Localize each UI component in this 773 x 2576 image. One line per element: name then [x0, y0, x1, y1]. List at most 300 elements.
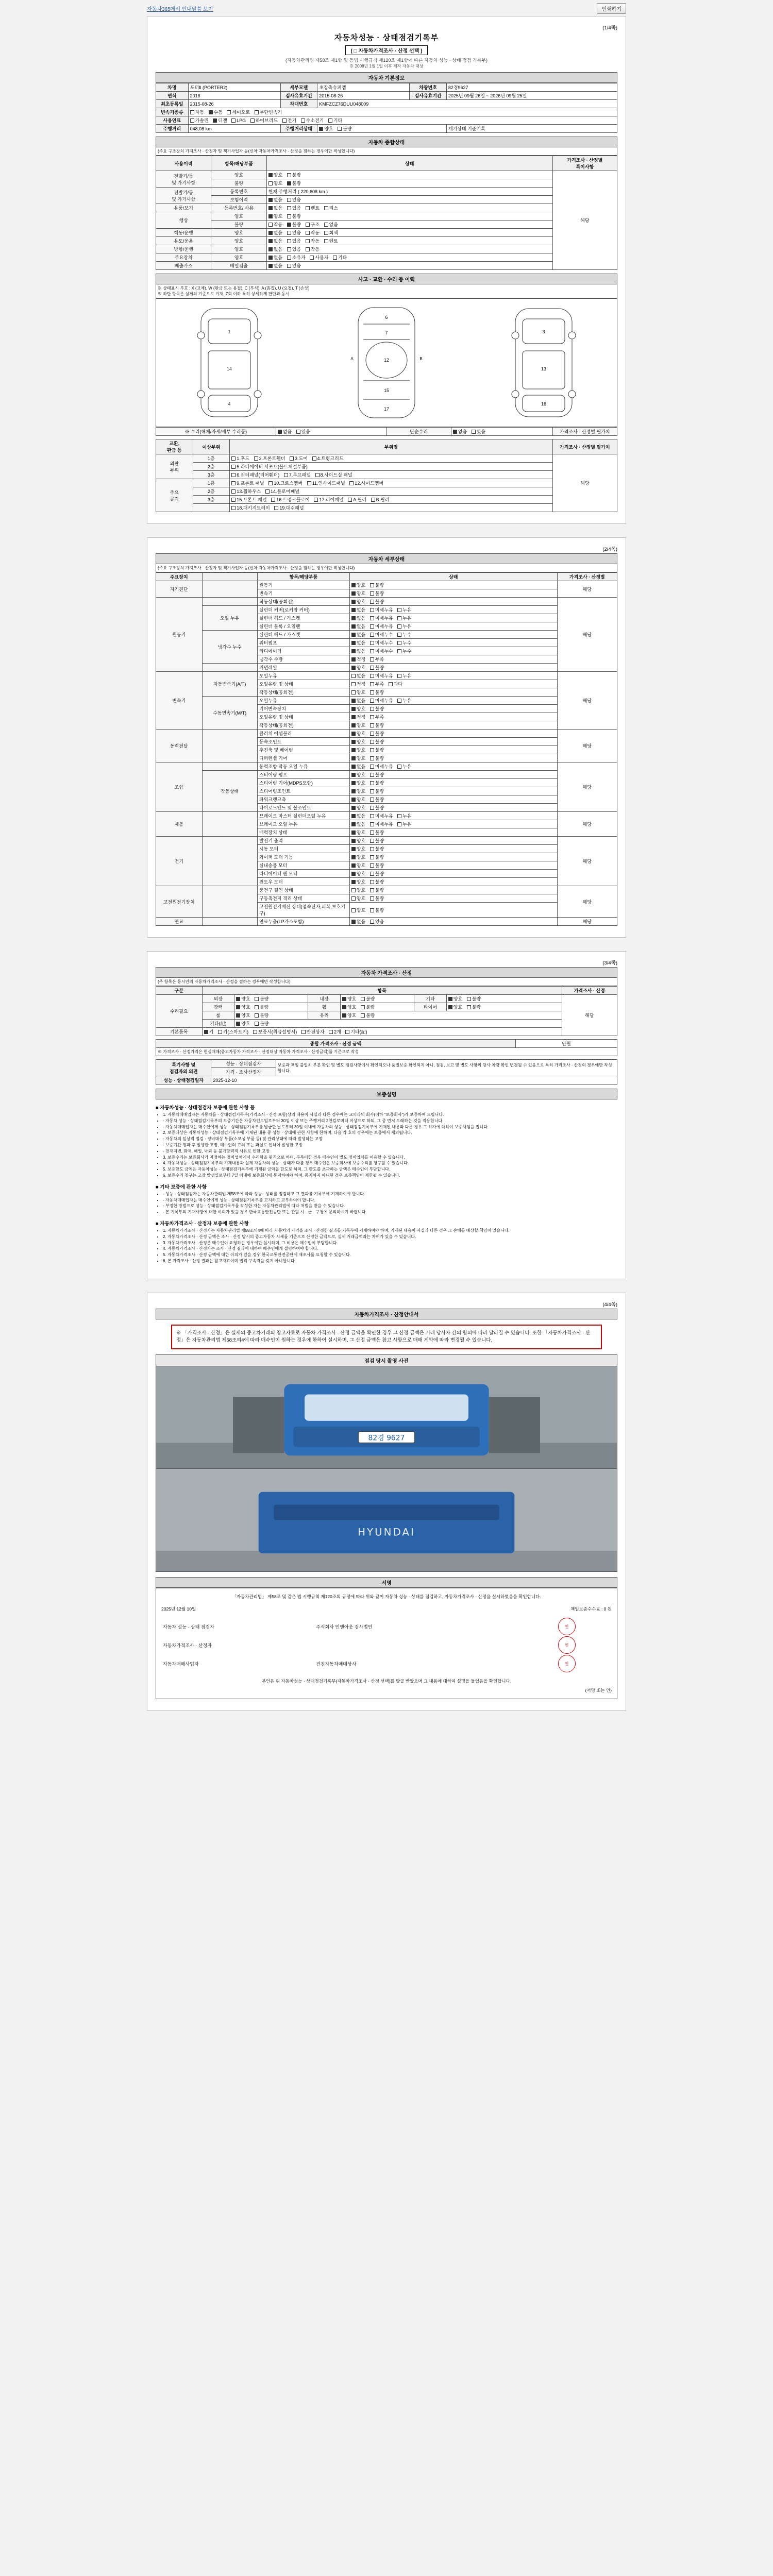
opt-main-3[interactable]: 사용자 — [310, 254, 328, 261]
print-button[interactable]: 인쇄하기 — [597, 3, 626, 14]
row-label-engine-record: 전발기/등 및 가기사항 — [156, 171, 211, 188]
opt-el1-good[interactable]: 양호 — [351, 837, 365, 844]
opt-st5-bad[interactable]: 불량 — [370, 796, 384, 803]
opt-fu1-none[interactable]: 없음 — [351, 918, 365, 925]
opt-good-1[interactable]: 양호 — [268, 172, 282, 178]
opt-main-2[interactable]: 소유자 — [287, 254, 306, 261]
photo-front-image — [156, 1366, 617, 1468]
opt-s4[interactable]: 4.트렁크리드 — [312, 455, 344, 462]
structure-rank-2: 2층 — [193, 463, 230, 471]
opt-mt4-bad[interactable]: 불량 — [370, 722, 384, 728]
opt-etc-bad[interactable]: 불량 — [467, 995, 481, 1002]
opt-usage-4[interactable]: 리스 — [324, 205, 338, 211]
opt-main-4[interactable]: 기타 — [333, 254, 347, 261]
structure-items-3 — [230, 471, 553, 479]
item-cool-2: 워터펌프 — [257, 639, 349, 647]
opt-pol-good[interactable]: 양호 — [236, 1004, 250, 1010]
opt-dir-3[interactable]: 작동 — [306, 246, 320, 252]
opt-use-2[interactable]: 있음 — [287, 238, 301, 244]
state-br-2 — [349, 820, 557, 828]
svg-text:1: 1 — [228, 329, 231, 334]
state-at-3 — [349, 688, 557, 697]
opt-ti-bad[interactable]: 불량 — [467, 1004, 481, 1010]
item-el-1: 발전기 출력 — [257, 837, 349, 845]
state-cool-3 — [349, 647, 557, 655]
opt-fuel-diesel[interactable]: 디젤 — [213, 117, 227, 124]
photo-front — [156, 1366, 617, 1469]
opt-fuel-lpg[interactable]: LPG — [231, 118, 246, 123]
opt-br3-bad[interactable]: 불량 — [370, 829, 384, 836]
opt-c1-leak[interactable]: 누수 — [397, 631, 411, 638]
opt-sb[interactable]: B.필러 — [371, 496, 390, 503]
basic-info-table: 차명 포터Ⅱ (PORTER2) 세부모델 초장축슈퍼캡 차량번호 82경9627 연식 2016 검사유효기간 2015-08-26 검사유효기간 2025년 09월 26일 ~ 2026년 09월 25일 최초등록일 2015-08-26 차대번호 KMFZCZ76DUU048009 변속기종류 자동 수동 세미오토 무단변속기 사용연료 가솔린 디젤 LPG 하이브리드 전기 수소전기 기타 주행거리 048,08 km 주행거리상태 양호 불량 계기상태 기준기록 — [156, 83, 617, 133]
opt-bi-3[interactable]: 안전상자 — [301, 1028, 325, 1035]
group-steering: 조향 — [156, 762, 203, 812]
opt-st4-bad[interactable]: 불량 — [370, 788, 384, 794]
opt-mt3-ok[interactable]: 적정 — [351, 714, 365, 720]
opt-c2-none[interactable]: 없음 — [351, 639, 365, 646]
opt-pt4-bad[interactable]: 불량 — [370, 755, 384, 761]
opt-wh-bad[interactable]: 불량 — [361, 1004, 375, 1010]
opt-pt1-good[interactable]: 양호 — [351, 730, 365, 737]
opt-s17[interactable]: 17.리어패널 — [314, 496, 343, 503]
section-price-eval: 자동차 가격조사 · 산정 — [156, 967, 617, 978]
opt-shape-6[interactable]: 없음 — [324, 221, 338, 228]
opt-hv1-good[interactable]: 양호 — [351, 887, 365, 893]
opt-s14[interactable]: 14.플로어패널 — [265, 488, 299, 495]
opt-shape-3[interactable]: 작동 — [268, 221, 282, 228]
detail-col-right: 가격조사 · 산정별 — [557, 573, 617, 581]
item-br-3: 배력장치 상태 — [257, 828, 349, 837]
item-el-6: 윈도우 모터 — [257, 878, 349, 886]
opt-gl-bad[interactable]: 불량 — [361, 1012, 375, 1019]
opt-c3-none[interactable]: 없음 — [351, 648, 365, 654]
opt-drive-2[interactable]: 있음 — [287, 229, 301, 236]
opt-el4-good[interactable]: 양호 — [351, 862, 365, 869]
opt-ins-have[interactable]: 있음 — [287, 196, 301, 203]
opt-o1-micro[interactable]: 미세누유 — [370, 606, 393, 613]
opt-st2-bad[interactable]: 불량 — [370, 771, 384, 778]
opt-ei-good[interactable]: 양호 — [351, 598, 365, 605]
item-mt-3: 오일유량 및 상태 — [257, 713, 349, 721]
opt-st6-good[interactable]: 양호 — [351, 804, 365, 811]
repair-summary-table — [156, 427, 617, 436]
svg-text:B: B — [419, 357, 423, 361]
opt-fuel-gasoline[interactable]: 가솔린 — [190, 117, 209, 124]
opt-hv2-good[interactable]: 양호 — [351, 895, 365, 902]
opt-ed-bad[interactable]: 불량 — [370, 582, 384, 588]
opt-td-good[interactable]: 양호 — [351, 590, 365, 597]
opt-mt3-low[interactable]: 부족 — [370, 714, 384, 720]
opt-bad-1[interactable]: 불량 — [287, 172, 301, 178]
structure-table — [156, 439, 617, 512]
car-diagram-top-view — [327, 303, 446, 422]
opt-good-2[interactable]: 양호 — [268, 180, 282, 187]
opt-shape-2[interactable]: 불량 — [287, 213, 301, 219]
special-label: 특기사항 및 점검자의 의견 — [156, 1060, 211, 1076]
opt-repair-none[interactable]: 없음 — [278, 428, 292, 435]
opt-sa[interactable]: A.필러 — [348, 496, 366, 503]
opt-c1-none[interactable]: 없음 — [351, 631, 365, 638]
opt-at1-none[interactable]: 없음 — [351, 672, 365, 679]
opt-o3-none[interactable]: 없음 — [351, 623, 365, 630]
opt-at1-micro[interactable]: 미세누유 — [370, 672, 393, 679]
opt-wh-good[interactable]: 양호 — [342, 1004, 356, 1010]
price-glass-state — [340, 1011, 562, 1020]
row-item-usage: 등록번호/ 사용 — [211, 204, 266, 212]
opt-cr-good[interactable]: 양호 — [351, 664, 365, 671]
opt-fuel-hybrid[interactable]: 하이브리드 — [250, 117, 278, 124]
opt-shape-4[interactable]: 불량 — [287, 221, 301, 228]
opt-pt1-bad[interactable]: 불량 — [370, 730, 384, 737]
opt-el1-bad[interactable]: 불량 — [370, 837, 384, 844]
price-ext-state — [234, 995, 308, 1003]
opt-mt2-bad[interactable]: 불량 — [370, 705, 384, 712]
rule-2-3: • - 본 기록부의 기재사항에 대한 이의가 있을 경우 한국교통안전공단 또는 관할 시 · 군 · 구청에 문의하시기 바랍니다. — [163, 1210, 617, 1215]
opt-auto[interactable]: 자동 — [190, 109, 204, 115]
opt-s13[interactable]: 13.휠하우스 — [231, 488, 261, 495]
opt-mt1-micro[interactable]: 미세누유 — [370, 697, 393, 704]
opt-at3-bad[interactable]: 불량 — [370, 689, 384, 696]
opt-el3-good[interactable]: 양호 — [351, 854, 365, 860]
opt-dir-2[interactable]: 있음 — [287, 246, 301, 252]
opt-manual[interactable]: 수동 — [209, 109, 223, 115]
opt-c4-low[interactable]: 부족 — [370, 656, 384, 663]
opt-bi-1[interactable]: 키(스마트키) — [218, 1028, 248, 1035]
opt-bi-2[interactable]: 보증서(취급설명서) — [253, 1028, 297, 1035]
opt-s6[interactable]: 6.쿼터패널(리어휀더) — [231, 471, 279, 478]
state-oil-3 — [349, 622, 557, 631]
guarantee-list-2 — [156, 1192, 617, 1215]
right-transmission: 해당 — [557, 672, 617, 730]
opt-o2-micro[interactable]: 미세누유 — [370, 615, 393, 621]
col-estimate: 가격조사 · 산정별 특이사항 — [552, 156, 617, 171]
opt-br2-leak[interactable]: 누유 — [397, 821, 411, 827]
sign-row-0-left: 자동차 성능 · 상태 점검자 — [163, 1624, 214, 1630]
opt-fuel-etc[interactable]: 기타 — [328, 117, 342, 124]
opt-pt2-good[interactable]: 양호 — [351, 738, 365, 745]
opt-c2-micro[interactable]: 미세누수 — [370, 639, 393, 646]
opt-rm-bad[interactable]: 불량 — [255, 1012, 268, 1019]
opt-c4-ok[interactable]: 적정 — [351, 656, 365, 663]
opt-semiauto[interactable]: 세미오토 — [227, 109, 250, 115]
item-mt-4: 작동상태(공회전) — [257, 721, 349, 730]
group-self-diagnosis: 자기진단 — [156, 581, 203, 598]
row-label-shape: 행상 — [156, 212, 211, 229]
item-st-1: 동력조향 작동 오일 누유 — [257, 762, 349, 771]
price-room-label: 룸 — [202, 1011, 234, 1020]
opt-s8[interactable]: 8.사이드실 패널 — [315, 471, 352, 478]
opt-br2-micro[interactable]: 미세누유 — [370, 821, 393, 827]
opt-br2-none[interactable]: 없음 — [351, 821, 365, 827]
structure-col-4: 가격조사 · 산정별 필가치 — [552, 439, 617, 454]
structure-items-4 — [230, 479, 553, 487]
opt-s18[interactable]: 18.패키지트레이 — [231, 504, 270, 511]
item-trans-diag: 변속기 — [257, 589, 349, 598]
opt-o3-micro[interactable]: 미세누유 — [370, 623, 393, 630]
opt-st1-micro[interactable]: 미세누유 — [370, 763, 393, 770]
opt-at2-over[interactable]: 과다 — [389, 681, 402, 687]
opt-st6-bad[interactable]: 불량 — [370, 804, 384, 811]
label-fuel: 사용연료 — [156, 116, 189, 125]
signature-fee: 책임보증수수료 : 0 원 — [570, 1606, 612, 1612]
page-2-number: (2/4쪽) — [602, 547, 617, 552]
opt-fuel-hydrogen[interactable]: 수소전기 — [301, 117, 324, 124]
opt-cr-bad[interactable]: 불량 — [370, 664, 384, 671]
row-state-dir — [266, 245, 552, 253]
special-notes-table — [156, 1059, 617, 1084]
opt-el5-bad[interactable]: 불량 — [370, 870, 384, 877]
opt-at2-ok[interactable]: 적정 — [351, 681, 365, 687]
sub-coolant: 냉각수 누수 — [202, 631, 257, 664]
opt-s12[interactable]: 12.사이드멤버 — [349, 480, 383, 486]
opt-simple-yes[interactable]: 있음 — [472, 428, 485, 435]
sub-engine-idle — [202, 598, 257, 606]
state-pt-3 — [349, 746, 557, 754]
state-trans-diag — [349, 589, 557, 598]
opt-st5-good[interactable]: 양호 — [351, 796, 365, 803]
opt-cvt[interactable]: 무단변속기 — [255, 109, 282, 115]
opt-ext-bad[interactable]: 불량 — [255, 995, 268, 1002]
opt-ext-good[interactable]: 양호 — [236, 995, 250, 1002]
opt-s15[interactable]: 15.프론트 패널 — [231, 496, 266, 503]
opt-emi-1[interactable]: 없음 — [268, 262, 282, 269]
opt-bi-0[interactable]: 키 — [204, 1028, 214, 1035]
opt-drive-4[interactable]: 회색 — [324, 229, 338, 236]
opt-simple-none[interactable]: 없음 — [453, 428, 467, 435]
signature-title: 서명 — [156, 1577, 617, 1588]
opt-shape-5[interactable]: 구조 — [306, 221, 320, 228]
opt-st1-none[interactable]: 없음 — [351, 763, 365, 770]
opt-mt1-leak[interactable]: 누유 — [397, 697, 411, 704]
opt-c1-micro[interactable]: 미세누수 — [370, 631, 393, 638]
opt-pt3-bad[interactable]: 불량 — [370, 747, 384, 753]
opt-use-1[interactable]: 없음 — [268, 238, 282, 244]
opt-repair-yes[interactable]: 있음 — [296, 428, 310, 435]
seal-0: 인 — [558, 1618, 576, 1635]
structure-items-7 — [230, 504, 553, 512]
state-br-3 — [349, 828, 557, 837]
opt-br3-good[interactable]: 양호 — [351, 829, 365, 836]
opt-st4-good[interactable]: 양호 — [351, 788, 365, 794]
price-guide-title: 자동차가격조사 · 산정안내서 — [156, 1309, 617, 1319]
opt-mt2-good[interactable]: 양호 — [351, 705, 365, 712]
opt-hv1-bad[interactable]: 불량 — [370, 887, 384, 893]
opt-hv2-bad[interactable]: 불량 — [370, 895, 384, 902]
row-item-shape-2: 불량 — [211, 221, 266, 229]
opt-ei-bad[interactable]: 불량 — [370, 598, 384, 605]
sub-commonrail — [202, 664, 257, 672]
opt-el6-bad[interactable]: 불량 — [370, 878, 384, 885]
cell-first-reg: 2015-08-26 — [317, 92, 410, 100]
opt-s2[interactable]: 2.프론트휀더 — [254, 455, 285, 462]
structure-estimate: 해당 — [552, 454, 617, 512]
sub-oil-leak: 오일 누유 — [202, 606, 257, 631]
opt-ins-none[interactable]: 없음 — [268, 196, 282, 203]
opt-st1-leak[interactable]: 누유 — [397, 763, 411, 770]
opt-at3-good[interactable]: 양호 — [351, 689, 365, 696]
opt-bi-5[interactable]: 기타(記) — [345, 1028, 367, 1035]
svg-text:3: 3 — [542, 329, 545, 334]
opt-emi-2[interactable]: 있음 — [287, 262, 301, 269]
opt-pt2-bad[interactable]: 불량 — [370, 738, 384, 745]
opt-mileage-normal[interactable]: 양호 — [319, 125, 333, 132]
item-pt-4: 디퍼렌셜 기어 — [257, 754, 349, 762]
structure-group-outer: 외판 부위 — [156, 454, 193, 479]
opt-s19[interactable]: 19.대쉬패널 — [274, 504, 304, 511]
row-item-emission: 배열검출 — [211, 262, 266, 270]
guarantee-list-1 — [156, 1112, 617, 1179]
row-item-shape-1: 양호 — [211, 212, 266, 221]
state-el-4 — [349, 861, 557, 870]
state-el-1 — [349, 837, 557, 845]
opt-el5-good[interactable]: 양호 — [351, 870, 365, 877]
rule-1-8: • 4. 자동차성능 · 상태점검기록부의 기재내용과 실제 자동차의 성능 · 상태가 다를 경우 매수인은 보증회사에 보증수리를 청구할 수 있습니다. — [163, 1161, 617, 1166]
opt-pt4-good[interactable]: 양호 — [351, 755, 365, 761]
item-pt-3: 추진축 및 베어링 — [257, 746, 349, 754]
opt-mt4-good[interactable]: 양호 — [351, 722, 365, 728]
opt-c3-micro[interactable]: 미세누수 — [370, 648, 393, 654]
opt-s11[interactable]: 11.인사이드패널 — [307, 480, 345, 486]
opt-hv3-bad[interactable]: 불량 — [370, 907, 384, 913]
opt-fu1-yes[interactable]: 있음 — [370, 918, 384, 925]
price-row-need-repair: 수리필요 — [156, 995, 203, 1028]
sub-manual-trans: 수동변속기(M/T) — [202, 697, 257, 730]
signature-note: 「자동차관리법」 제58조 및 같은 법 시행규칙 제120조의 규정에 따라 위와 같이 자동차 성능 · 상태를 점검하고, 자동차가격조사 · 산정을 실시하였음을 확인합니다. — [232, 1594, 541, 1600]
opt-st3-bad[interactable]: 불량 — [370, 779, 384, 786]
opt-st2-good[interactable]: 양호 — [351, 771, 365, 778]
opt-o2-none[interactable]: 없음 — [351, 615, 365, 621]
opt-usage-2[interactable]: 있음 — [287, 205, 301, 211]
opt-el4-bad[interactable]: 불량 — [370, 862, 384, 869]
state-cool-1 — [349, 631, 557, 639]
item-pt-1: 클러치 어셈블리 — [257, 730, 349, 738]
state-fu-1 — [349, 918, 557, 926]
repair-left-state — [276, 428, 386, 436]
opt-br1-leak[interactable]: 누유 — [397, 812, 411, 819]
opt-etc-good[interactable]: 양호 — [448, 995, 462, 1002]
row-item-reg: 등록번호 — [211, 188, 266, 196]
opt-ot-good[interactable]: 양호 — [236, 1020, 250, 1027]
opt-hv3-good[interactable]: 양호 — [351, 907, 365, 913]
opt-s9[interactable]: 9.프론트 패널 — [231, 480, 264, 486]
opt-el2-bad[interactable]: 불량 — [370, 845, 384, 852]
opt-int-good[interactable]: 양호 — [342, 995, 356, 1002]
opt-c3-leak[interactable]: 누수 — [397, 648, 411, 654]
opt-s7[interactable]: 7.루프패널 — [284, 471, 311, 478]
structure-rank-1: 1층 — [193, 454, 230, 463]
opt-st3-good[interactable]: 양호 — [351, 779, 365, 786]
opt-s16[interactable]: 16.트렁크플로어 — [271, 496, 310, 503]
row-state-emission — [266, 262, 552, 270]
opt-td-bad[interactable]: 불량 — [370, 590, 384, 597]
opt-ed-good[interactable]: 양호 — [351, 582, 365, 588]
opt-s1[interactable]: 1.후드 — [231, 455, 249, 462]
price-etc-label: 기타 — [414, 995, 447, 1003]
right-self-diagnosis: 해당 — [557, 581, 617, 598]
opt-o1-leak[interactable]: 누유 — [397, 606, 411, 613]
cell-fuel — [188, 116, 617, 125]
opt-s10[interactable]: 10.크로스멤버 — [268, 480, 303, 486]
opt-at1-leak[interactable]: 누유 — [397, 672, 411, 679]
svg-text:17: 17 — [383, 406, 389, 412]
opt-use-4[interactable]: 렌트 — [324, 238, 338, 244]
svg-text:7: 7 — [385, 330, 388, 335]
detail-note: (주요 구조장치 가져조사 · 산정자 및 책기사업자 등(신차 자동차가격조사 · 산정을 점하는 경우에만 작성합니다) — [156, 564, 617, 572]
price-int-label: 내장 — [308, 995, 341, 1003]
opt-pol-bad[interactable]: 불량 — [255, 1004, 268, 1010]
state-commonrail — [349, 664, 557, 672]
opt-s3[interactable]: 3.도어 — [290, 455, 308, 462]
opt-pt3-good[interactable]: 양호 — [351, 747, 365, 753]
opt-drive-3[interactable]: 작동 — [306, 229, 320, 236]
opt-fuel-electric[interactable]: 전기 — [282, 117, 296, 124]
svg-text:16: 16 — [541, 401, 547, 406]
opt-o3-leak[interactable]: 누유 — [397, 623, 411, 630]
opt-drive-1[interactable]: 없음 — [268, 229, 282, 236]
opt-use-3[interactable]: 작동 — [306, 238, 320, 244]
opt-main-1[interactable]: 없음 — [268, 254, 282, 261]
row-item-dir: 양호 — [211, 245, 266, 253]
opt-rm-good[interactable]: 양호 — [236, 1012, 250, 1019]
detail-col-main: 주요장치 — [156, 573, 203, 581]
opt-o1-none[interactable]: 없음 — [351, 606, 365, 613]
opt-mileage-bad[interactable]: 불량 — [338, 125, 351, 132]
item-st-5: 파워크랭크축 — [257, 795, 349, 804]
opt-gl-good[interactable]: 양호 — [342, 1012, 356, 1019]
accident-note-2: ※ 하단 항목은 실제의 기준으로 기재, 7회 이하 특히 상세하게 판단과 동시 — [158, 292, 290, 296]
opt-int-bad[interactable]: 불량 — [361, 995, 375, 1002]
row-state-bad — [266, 179, 552, 188]
rule-3-3: • 4. 자동차가격조사 · 산정자는 조사 · 산정 결과에 대하여 매수인에게 설명하여야 합니다. — [163, 1246, 617, 1252]
cell-transmission — [188, 108, 617, 116]
opt-dir-1[interactable]: 없음 — [268, 246, 282, 252]
overall-note: (주요 구조장치 가져조사 · 산정자 및 책기사업자 등(신차 자동차가격조사 · 산정을 점하는 경우에만 작성합니다) — [156, 147, 617, 156]
structure-rank-6: 3층 — [193, 496, 230, 504]
opt-shape-1[interactable]: 양호 — [268, 213, 282, 219]
price-glass-label: 유리 — [308, 1011, 341, 1020]
opt-c2-leak[interactable]: 누수 — [397, 639, 411, 646]
cell-mileage: 048,08 km — [188, 125, 280, 133]
rule-1-10: • 6. 보증수리 청구는 고장 발생일로부터 7일 이내에 보증회사에 통지하여야 하며, 통지하지 아니한 경우 보증책임이 제한될 수 있습니다. — [163, 1173, 617, 1179]
row-label-use: 용도/운용 — [156, 237, 211, 245]
signature-date: 2025년 12월 10일 — [161, 1606, 196, 1612]
item-st-2: 스티어링 펌프 — [257, 771, 349, 779]
state-cool-4 — [349, 655, 557, 664]
opt-s5[interactable]: 5.라디에이터 서포트(볼트체결부품) — [231, 463, 308, 470]
rule-1-2: • - 자동차매매업자는 매수인에게 성능 · 상태점검기록부를 발급한 날로부터 30일 이내에 자동차의 성능 · 상태점검기록부에 기재된 내용과 다른 경우 그 하자에 대하여 보증책임을 집니다. — [163, 1125, 617, 1130]
opt-br1-none[interactable]: 없음 — [351, 812, 365, 819]
opt-bad-2[interactable]: 불량 — [287, 180, 301, 187]
opt-o2-leak[interactable]: 누유 — [397, 615, 411, 621]
info-link[interactable]: 자동차365에서 안내말씀 보기 — [147, 7, 213, 12]
opt-el6-good[interactable]: 양호 — [351, 878, 365, 885]
opt-usage-3[interactable]: 렌트 — [306, 205, 320, 211]
guarantee-head-3: ■ 자동차가격조사 · 산정자 보증에 관한 사항 — [156, 1221, 249, 1227]
opt-br1-micro[interactable]: 미세누유 — [370, 812, 393, 819]
opt-el2-good[interactable]: 양호 — [351, 845, 365, 852]
opt-ot-bad[interactable]: 불량 — [255, 1020, 268, 1027]
row-label-drive: 핵동/운행 — [156, 229, 211, 237]
opt-ti-good[interactable]: 양호 — [448, 1004, 462, 1010]
opt-el3-bad[interactable]: 불량 — [370, 854, 384, 860]
opt-usage-1[interactable]: 없음 — [268, 205, 282, 211]
opt-at2-low[interactable]: 부족 — [370, 681, 384, 687]
opt-mt1-none[interactable]: 없음 — [351, 697, 365, 704]
price-etc-state — [446, 995, 562, 1003]
opt-bi-4[interactable]: 2개 — [329, 1028, 341, 1035]
state-st-4 — [349, 787, 557, 795]
